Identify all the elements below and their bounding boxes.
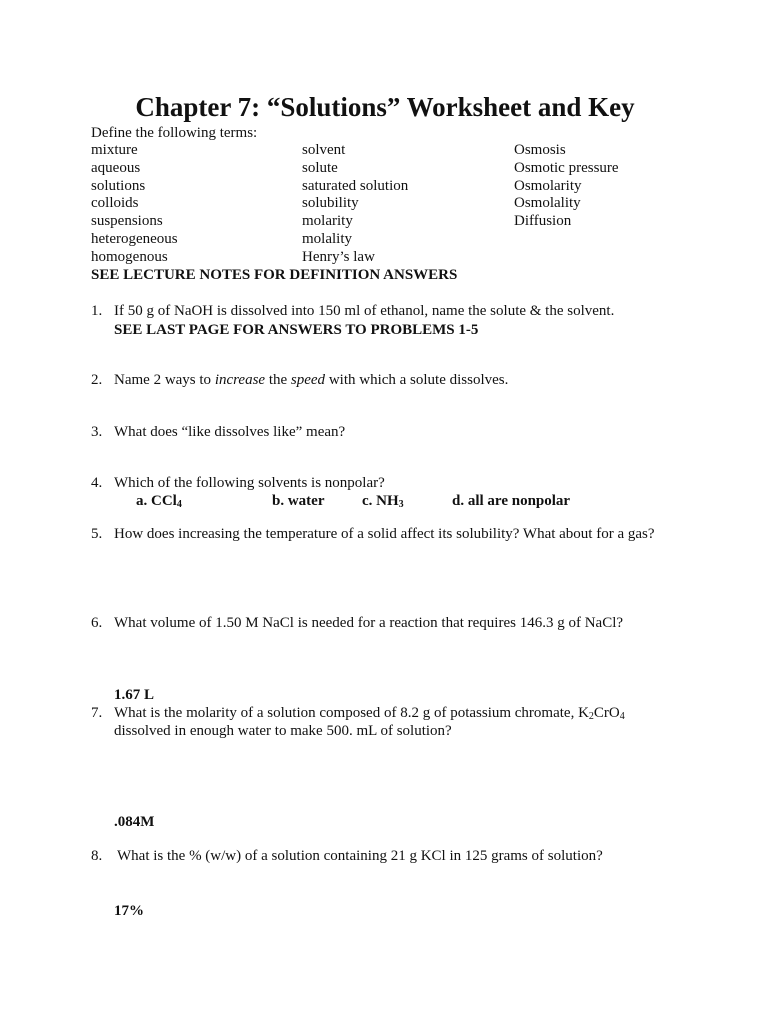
subscript: 2 — [588, 711, 594, 722]
term-item: Osmosis — [514, 142, 566, 158]
emphasis-text: increase — [214, 372, 266, 388]
term-item: heterogeneous — [91, 230, 178, 247]
answer-6: 1.67 L — [114, 687, 155, 703]
term-item: saturated solution — [302, 177, 409, 194]
emphasis-text: speed — [290, 372, 326, 388]
text-run: the — [265, 372, 291, 388]
question-text: What is the % (w/w) of a solution containing 21 g KCl in 125 grams of solution? — [117, 848, 603, 864]
choice-c — [362, 492, 404, 510]
question-number: 6. — [91, 615, 103, 631]
question-number: 8. — [91, 848, 103, 864]
term-item: homogenous — [91, 248, 168, 265]
define-terms-label: Define the following terms: — [91, 125, 258, 141]
question-number: 3. — [91, 424, 103, 440]
choice-a — [136, 492, 182, 510]
term-item: solubility — [302, 195, 359, 212]
page-title: Chapter 7: “Solutions” Worksheet and Key — [135, 92, 635, 122]
term-item: solute — [302, 159, 338, 176]
text-run: CrO — [593, 705, 620, 721]
text-run: with which a solute dissolves. — [325, 372, 509, 388]
question-number: 1. — [91, 303, 103, 319]
term-item: suspensions — [91, 213, 163, 230]
terms-column-2 — [302, 142, 408, 267]
question-number: 4. — [91, 475, 103, 491]
question-text — [114, 371, 508, 389]
choice-text: c. NH — [362, 493, 399, 509]
term-item: molality — [302, 230, 352, 247]
term-item: Diffusion — [514, 213, 572, 230]
term-item: mixture — [91, 142, 138, 158]
terms-column-1 — [91, 142, 178, 267]
definition-answers-note: SEE LECTURE NOTES FOR DEFINITION ANSWERS — [91, 267, 458, 283]
subscript: 4 — [176, 499, 182, 510]
answer-8: 17% — [114, 903, 144, 919]
term-item: solutions — [91, 177, 146, 194]
question-text: If 50 g of NaOH is dissolved into 150 ml of ethanol, name the solute & the solvent. — [114, 303, 615, 319]
term-item: aqueous — [91, 159, 141, 176]
question-number: 7. — [91, 705, 103, 721]
question-text: What volume of 1.50 M NaCl is needed for a reaction that requires 146.3 g of NaCl? — [114, 615, 624, 631]
question-text — [114, 704, 625, 722]
question-7-line-2: dissolved in enough water to make 500. mL of solution? — [114, 723, 452, 739]
term-item: Osmotic pressure — [514, 159, 619, 176]
text-run: Name 2 ways to — [114, 372, 215, 388]
question-text: How does increasing the temperature of a solid affect its solubility? What about for a gas? — [114, 526, 655, 542]
choice-d: d. all are nonpolar — [452, 493, 571, 509]
choice-b: b. water — [272, 493, 325, 509]
question-text: What does “like dissolves like” mean? — [114, 424, 346, 440]
term-item: Osmolarity — [514, 177, 582, 194]
subscript: 4 — [619, 711, 625, 722]
term-item: solvent — [302, 142, 346, 158]
answer-7: .084M — [114, 814, 155, 830]
answers-location-note: SEE LAST PAGE FOR ANSWERS TO PROBLEMS 1-5 — [114, 322, 479, 338]
question-number: 2. — [91, 372, 103, 388]
term-item: molarity — [302, 213, 353, 230]
term-item: Henry’s law — [302, 248, 375, 265]
question-text: Which of the following solvents is nonpolar? — [114, 475, 385, 491]
subscript: 3 — [398, 499, 404, 510]
term-item: Osmolality — [514, 195, 581, 212]
text-run: What is the molarity of a solution composed of 8.2 g of potassium chromate, K — [114, 705, 589, 721]
term-item: colloids — [91, 195, 139, 212]
question-number: 5. — [91, 526, 103, 542]
terms-column-3 — [514, 142, 619, 231]
choice-text: a. CCl — [136, 493, 177, 509]
